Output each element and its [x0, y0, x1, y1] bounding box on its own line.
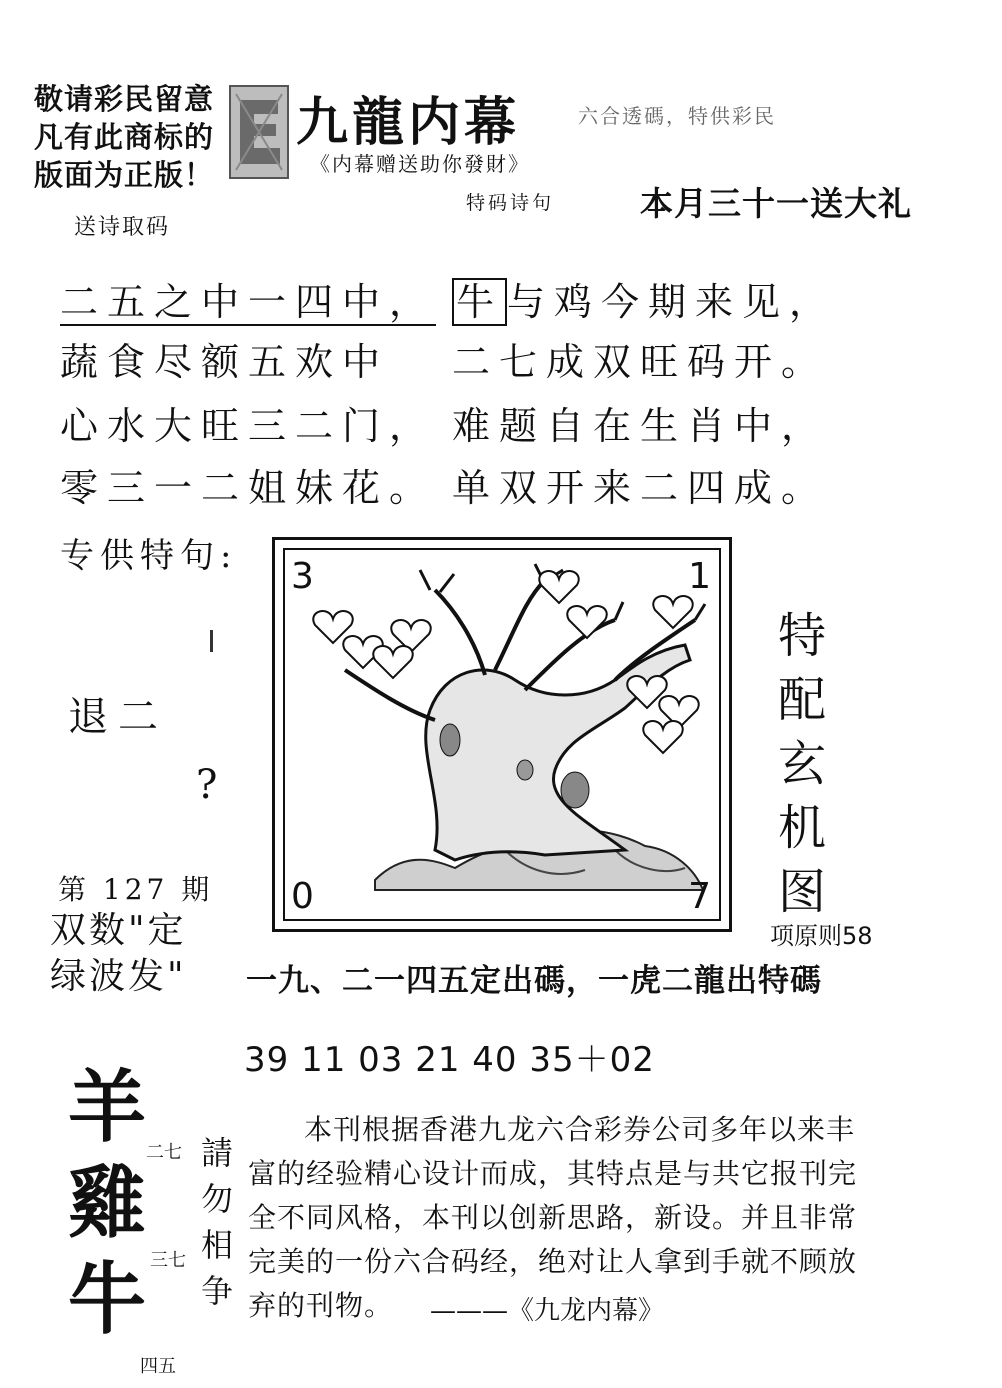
- hint-block: [50, 908, 187, 1000]
- notice-line: 版面为正版！: [34, 158, 215, 192]
- boxed-character: 牛: [452, 278, 507, 326]
- warning-column: [194, 1130, 240, 1314]
- special-label: 专供特句:: [60, 536, 238, 576]
- poem-right-line: 难题自在生肖中，: [452, 404, 829, 448]
- corner-number: 1: [688, 556, 711, 597]
- hint-line: 绿波发": [50, 956, 187, 997]
- warning-char: 勿: [200, 1180, 233, 1218]
- poem-right-rest: 与鸡今期来见，: [507, 280, 837, 324]
- zodiac-char: 羊: [67, 1062, 146, 1153]
- warning-char: 争: [200, 1272, 233, 1310]
- notice-line: 敬请彩民留意: [34, 82, 215, 116]
- trademark-logo-icon: [228, 82, 290, 182]
- gift-notice: 本月三十一送大礼: [640, 184, 912, 223]
- number-list: 39 11 03 21 40 35＋02: [244, 1040, 655, 1080]
- genuine-notice: [34, 80, 214, 194]
- zodiac-tag: 二七: [146, 1142, 182, 1163]
- mystery-picture-frame: [272, 537, 732, 932]
- poem-left-line: 二五之中一四中，: [60, 280, 437, 324]
- signature: ———《九龙内幕》: [430, 1296, 665, 1326]
- bonsai-tree-icon: [285, 550, 723, 923]
- zodiac-char: 雞: [67, 1158, 146, 1249]
- hint-text: 退二: [68, 694, 168, 740]
- poem-right-line: 单双开来二四成。: [452, 466, 829, 510]
- notice-line: 凡有此商标的: [34, 120, 215, 154]
- side-title-char: 特: [777, 608, 826, 664]
- zodiac-tag: 四五: [140, 1356, 176, 1377]
- tagline: 六合透碼，特供彩民: [578, 104, 776, 128]
- headline-banner: 一九、二一四五定出碼，一虎二龍出特碼: [246, 963, 822, 999]
- poem-left-line: 心水大旺三二门，: [60, 404, 437, 448]
- poem-right-line: 二七成双旺码开。: [452, 340, 829, 384]
- warning-char: 請: [200, 1134, 233, 1172]
- question-mark: ?: [196, 762, 218, 808]
- zodiac-char: 牛: [67, 1254, 146, 1345]
- corner-number: 3: [291, 556, 314, 597]
- hint-line: 双数"定: [50, 910, 187, 951]
- side-title-char: 配: [777, 672, 826, 728]
- side-title-char: 图: [777, 864, 826, 920]
- poem-left-line: 零三一二姐妹花。: [60, 466, 437, 510]
- zodiac-column: [62, 1060, 152, 1348]
- poem-right-line: [452, 282, 836, 322]
- zodiac-tag: 三七: [150, 1250, 186, 1271]
- corner-number: 7: [688, 876, 711, 917]
- warning-char: 相: [200, 1226, 233, 1264]
- notice-sub: 送诗取码: [74, 215, 171, 240]
- side-title: [772, 604, 832, 924]
- poem-left-line: 蔬食尽额五欢中: [60, 340, 390, 384]
- mystery-picture: [283, 548, 721, 921]
- poem-label: 特码诗句: [466, 192, 555, 214]
- side-title-char: 玄: [777, 736, 826, 792]
- issue-number: 第 127 期: [58, 873, 214, 906]
- subtitle: 《内幕赠送助你發財》: [310, 152, 530, 176]
- side-title-char: 机: [777, 800, 826, 856]
- brand-title: 九龍内幕: [296, 92, 521, 153]
- rule-note: 项原则58: [770, 922, 873, 950]
- corner-number: 0: [291, 876, 314, 917]
- divider-mark: [210, 630, 213, 652]
- description-text: 本刊根据香港九龙六合彩券公司多年以来丰富的经验精心设计而成，其特点是与共它报刊完全不同风格，本刊以创新思路，新设。并且非常完美的一份六合码经，绝对让人拿到手就不顾放弃的刊物。: [248, 1113, 858, 1322]
